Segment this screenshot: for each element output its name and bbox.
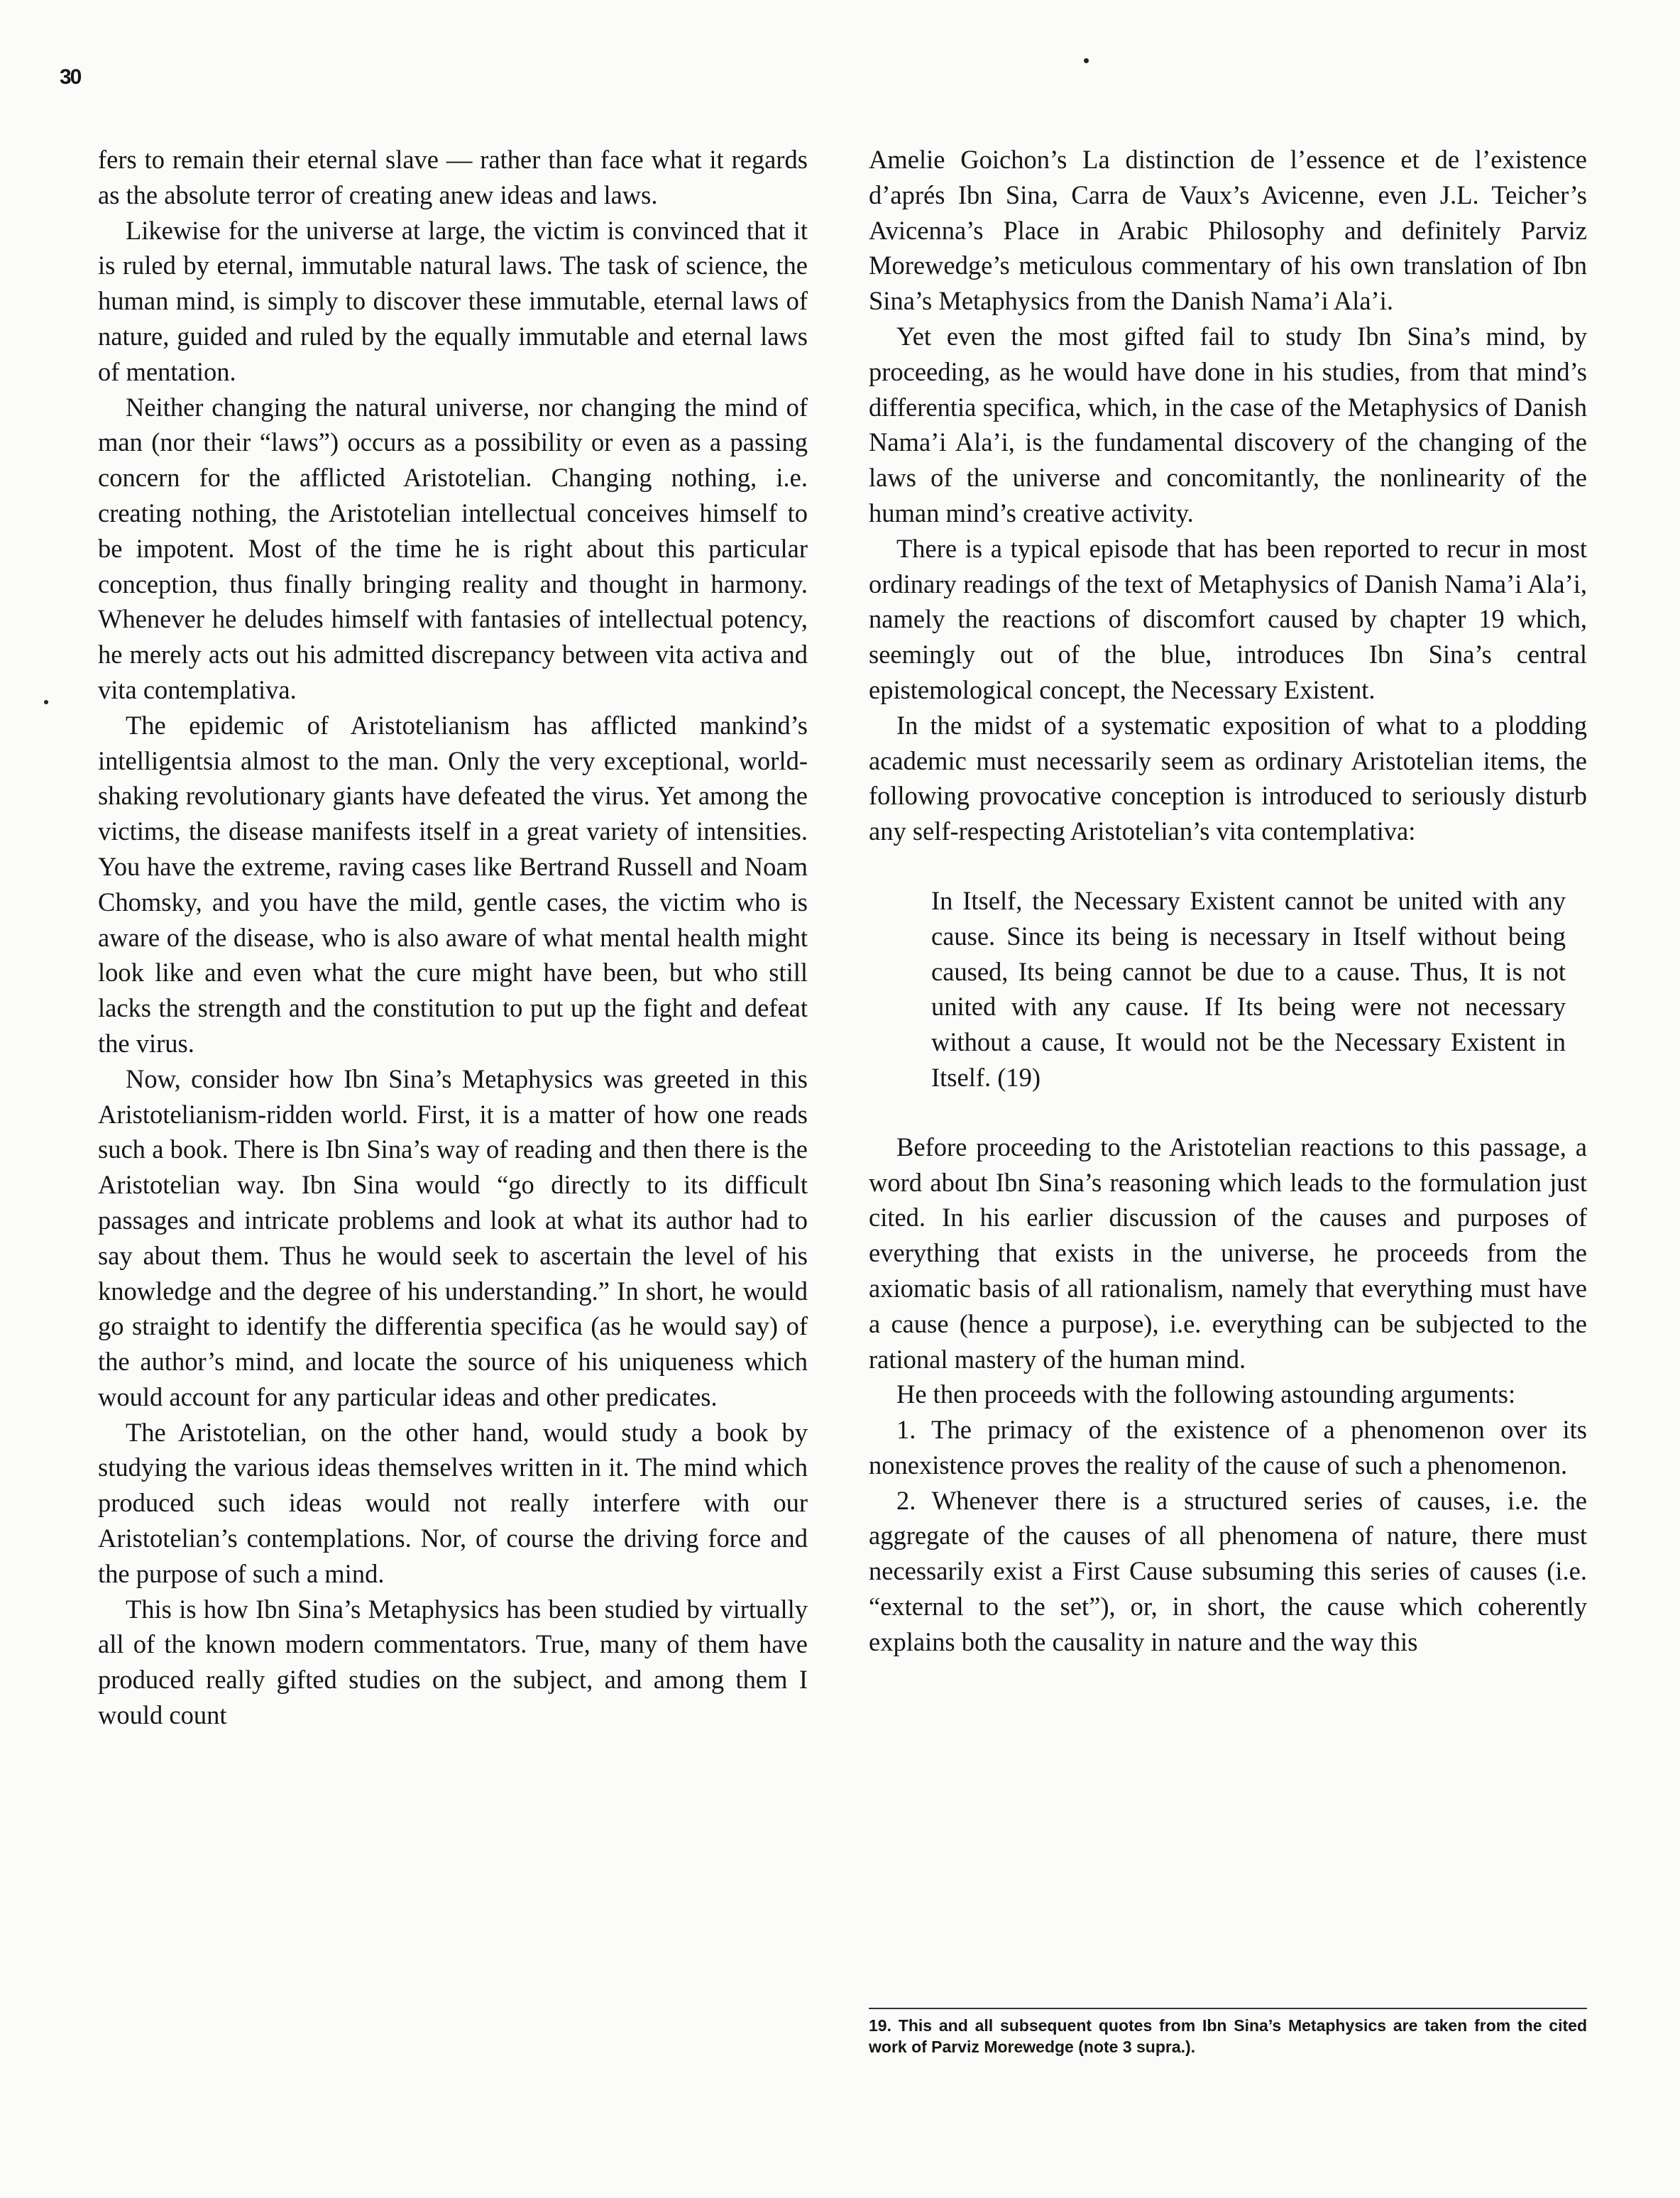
scan-speck [1084, 58, 1089, 63]
block-quote: In Itself, the Necessary Existent cannot be united with any cause. Since its being is necessary in Itself without being caused, Its being cannot be due to a cause. Thus, It is not united with any cause. If Its being were not necessary without a cause, It would not be the Necessary Existent in Itself. (19) [931, 885, 1566, 1092]
paragraph: Now, consider how Ibn Sina’s Metaphysics was greeted in this Aristotelianism-ridden world. First, it is a matter of how one reads such a book. There is Ibn Sina’s way of reading and then there is the Aristotelian way. Ibn Sina would “go directly to its difficult passages and intricate problems and look at what its author had to say about them. Thus he would seek to ascertain the level of his knowledge and the degree of his understanding.” In short, he would go straight to identify the differentia specifica (as he would say) of the author’s mind, and locate the source of his uniqueness which would account for any particular ideas and other predicates. [98, 1064, 808, 1411]
paragraph: Before proceeding to the Aristotelian reactions to this passage, a word about Ibn Sina’s reasoning which leads to the formulation just cited. In his earlier discussion of the causes and purposes of everything that exists in the universe, he proceeds from the axiomatic basis of all rationalism, namely that everything must have a cause (hence a purpose), i.e. everything can be subjected to the rational mastery of the human mind. [869, 1132, 1587, 1374]
paragraph: In the midst of a systematic exposition of what to a plodding academic must necessarily seem as ordinary Aristotelian items, the following provocative conception is introduced to seriously disturb any self-respecting Aristotelian’s vita contemplativa: [869, 710, 1587, 846]
paragraph: Amelie Goichon’s La distinction de l’essence et de l’existence d’aprés Ibn Sina, Carra de Vaux’s Avicenne, even J.L. Teicher’s Avicenna’s Place in Arabic Philosophy and definitely Parviz Morewedge’s meticulous commentary of his own translation of Ibn Sina’s Metaphysics from the Danish Nama’i Ala’i. [869, 145, 1587, 316]
paragraph: Likewise for the universe at large, the victim is convinced that it is ruled by eternal, immutable natural laws. The task of science, the human mind, is simply to discover these immutable, eternal laws of nature, guided and ruled by the equally immutable and eternal laws of mentation. [98, 215, 808, 386]
list-item: 2. Whenever there is a structured series of causes, i.e. the aggregate of the causes of all phenomena of nature, there must necessarily exist a First Cause subsuming this series of causes (i.e. “external to the set”), or, in short, the cause which coherently explains both the causality in nature and the way this [869, 1485, 1587, 1656]
page-number: 30 [60, 65, 81, 89]
paragraph: fers to remain their eternal slave — rather than face what it regards as the absolute terror of creating anew ideas and laws. [98, 145, 808, 209]
footnote: 19. This and all subsequent quotes from Ibn Sina’s Metaphysics are taken from the cited work of Parviz Morewedge (note 3 supra.). [869, 2016, 1587, 2056]
paragraph: The Aristotelian, on the other hand, would study a book by studying the various ideas themselves written in it. The mind which produced such ideas would not really interfere with our Aristotelian’s contemplations. Nor, of course the driving force and the purpose of such a mind. [98, 1417, 808, 1588]
left-column [98, 142, 808, 1733]
paragraph: He then proceeds with the following astounding arguments: [896, 1379, 1516, 1409]
list-item: 1. The primacy of the existence of a phenomenon over its nonexistence proves the reality of the cause of such a phenomenon. [869, 1415, 1587, 1480]
paragraph: This is how Ibn Sina’s Metaphysics has been studied by virtually all of the known modern commentators. True, many of them have produced really gifted studies on the subject, and among them I would count [98, 1594, 808, 1730]
paragraph: Neither changing the natural universe, nor changing the mind of man (nor their “laws”) occurs as a possibility or even as a passing concern for the afflicted Aristotelian. Changing nothing, i.e. creating nothing, the Aristotelian intellectual conceives himself to be impotent. Most of the time he is right about this particular conception, thus finally bringing reality and thought in harmony. Whenever he deludes himself with fantasies of intellectual potency, he merely acts out his admitted discrepancy between vita activa and vita contemplativa. [98, 392, 808, 704]
scan-speck [44, 700, 48, 704]
paragraph: The epidemic of Aristotelianism has afflicted mankind’s intelligentsia almost to the man. Only the very exceptional, world-shaking revolutionary giants have defeated the virus. Yet among the victims, the disease manifests itself in a great variety of intensities. You have the extreme, raving cases like Bertrand Russell and Noam Chomsky, and you have the mild, gentle cases, the victim who is aware of the disease, who is also aware of what mental health might look like and even what the cure might have been, but who still lacks the strength and the constitution to put up the fight and defeat the virus. [98, 710, 808, 1058]
right-column [869, 142, 1587, 1660]
footnote-divider [869, 2008, 1587, 2009]
paragraph: Yet even the most gifted fail to study Ibn Sina’s mind, by proceeding, as he would have done in his studies, from that mind’s differentia specifica, which, in the case of the Metaphysics of Danish Nama’i Ala’i, is the fundamental discovery of the changing of the laws of the universe and concomitantly, the nonlinearity of the human mind’s creative activity. [869, 321, 1587, 527]
paragraph: There is a typical episode that has been reported to recur in most ordinary readings of the text of Metaphysics of Danish Nama’i Ala’i, namely the reactions of discomfort caused by chapter 19 which, seemingly out of the blue, introduces Ibn Sina’s central epistemological concept, the Necessary Existent. [869, 533, 1587, 704]
